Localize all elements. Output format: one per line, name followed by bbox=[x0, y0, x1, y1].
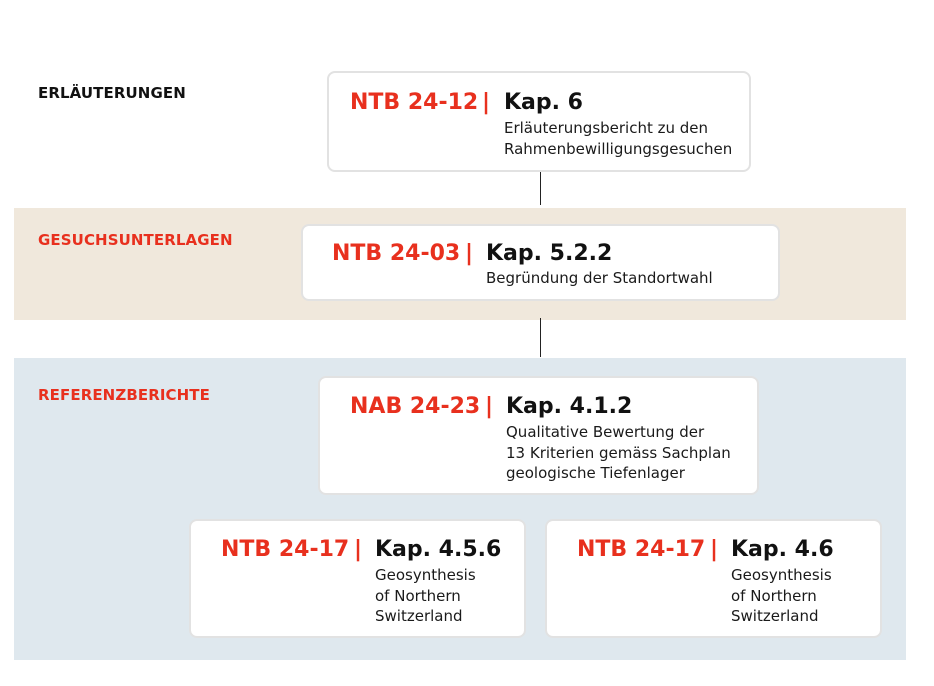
separator: | bbox=[465, 241, 474, 266]
report-code: NTB 24-17 bbox=[577, 537, 706, 562]
chapter-label: Kap. 4.5.6 bbox=[375, 537, 502, 562]
report-description: Begründung der Standortwahl bbox=[486, 269, 713, 287]
report-code: NTB 24-12 bbox=[350, 90, 479, 115]
separator: | bbox=[485, 394, 494, 419]
report-code: NTB 24-03 bbox=[332, 241, 461, 266]
separator: | bbox=[354, 537, 363, 562]
section-label-referenzberichte: REFERENZBERICHTE bbox=[38, 386, 210, 404]
report-description: Geosynthesis of Northern Switzerland bbox=[375, 566, 476, 625]
section-label-erlaeuterungen: ERLÄUTERUNGEN bbox=[38, 84, 186, 102]
card-nab-24-23 bbox=[318, 376, 759, 495]
report-code: NAB 24-23 bbox=[350, 394, 481, 419]
card-ntb-24-17-kap-4-5-6 bbox=[189, 519, 526, 638]
report-description: Qualitative Bewertung der 13 Kriterien gemäss Sachplan geologische Tiefenlager bbox=[506, 423, 731, 482]
separator: | bbox=[482, 90, 491, 115]
chapter-label: Kap. 6 bbox=[504, 90, 583, 115]
section-label-gesuchsunterlagen: GESUCHSUNTERLAGEN bbox=[38, 231, 233, 249]
chapter-label: Kap. 4.6 bbox=[731, 537, 834, 562]
chapter-label: Kap. 4.1.2 bbox=[506, 394, 633, 419]
card-ntb-24-17-kap-4-6 bbox=[545, 519, 882, 638]
report-code: NTB 24-17 bbox=[221, 537, 350, 562]
connector-line bbox=[540, 318, 541, 357]
connector-line bbox=[540, 171, 541, 205]
card-ntb-24-12 bbox=[327, 71, 751, 172]
report-description: Erläuterungsbericht zu den Rahmenbewilligungsgesuchen bbox=[504, 119, 733, 158]
card-ntb-24-03 bbox=[301, 224, 780, 301]
chapter-label: Kap. 5.2.2 bbox=[486, 241, 613, 266]
separator: | bbox=[710, 537, 719, 562]
report-description: Geosynthesis of Northern Switzerland bbox=[731, 566, 832, 625]
